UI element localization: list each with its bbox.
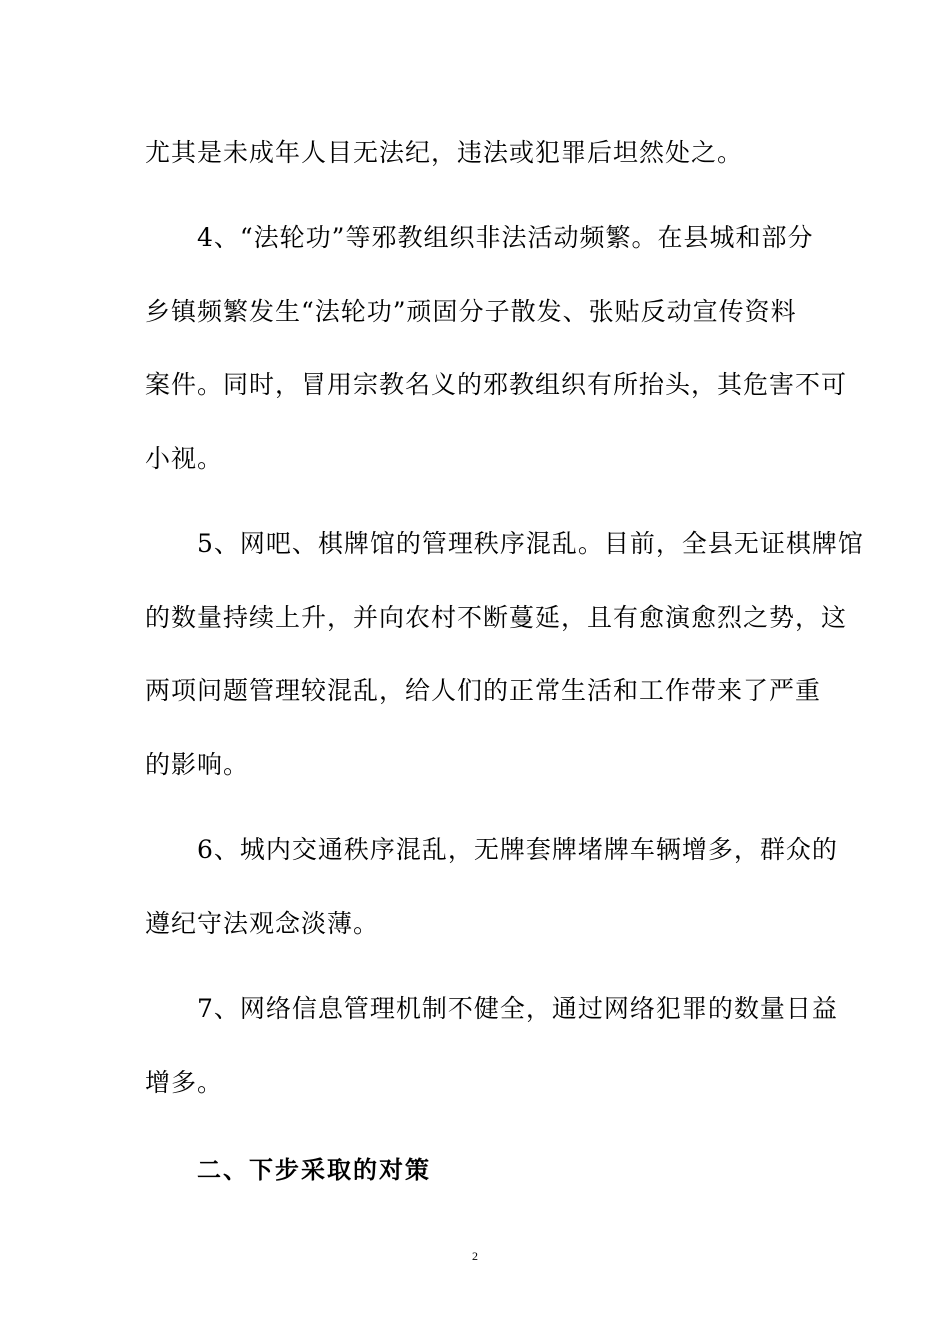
paragraph-line: 尤其是未成年人目无法纪，违法或犯罪后坦然处之。 — [145, 138, 744, 167]
paragraph-line: 遵纪守法观念淡薄。 — [145, 909, 380, 938]
paragraph-line: 4、“法轮功”等邪教组织非法活动频繁。在县城和部分 — [197, 223, 814, 252]
page-number: 2 — [472, 1249, 478, 1263]
section-heading: 二、下步采取的对策 — [197, 1156, 431, 1184]
paragraph-line: 5、网吧、棋牌馆的管理秩序混乱。目前，全县无证棋牌馆 — [197, 529, 864, 558]
paragraph-line: 6、城内交通秩序混乱，无牌套牌堵牌车辆增多，群众的 — [197, 835, 838, 864]
paragraph-line: 的数量持续上升，并向农村不断蔓延，且有愈演愈烈之势，这 — [145, 603, 848, 632]
paragraph-line: 增多。 — [145, 1068, 224, 1097]
paragraph-line: 的影响。 — [145, 750, 250, 779]
paragraph-line: 两项问题管理较混乱，给人们的正常生活和工作带来了严重 — [145, 676, 822, 705]
paragraph-line: 案件。同时，冒用宗教名义的邪教组织有所抬头，其危害不可 — [145, 370, 848, 399]
paragraph-line: 小视。 — [145, 444, 224, 473]
paragraph-line: 7、网络信息管理机制不健全，通过网络犯罪的数量日益 — [197, 994, 838, 1023]
paragraph-line: 乡镇频繁发生“法轮功”顽固分子散发、张贴反动宣传资料 — [145, 297, 797, 326]
